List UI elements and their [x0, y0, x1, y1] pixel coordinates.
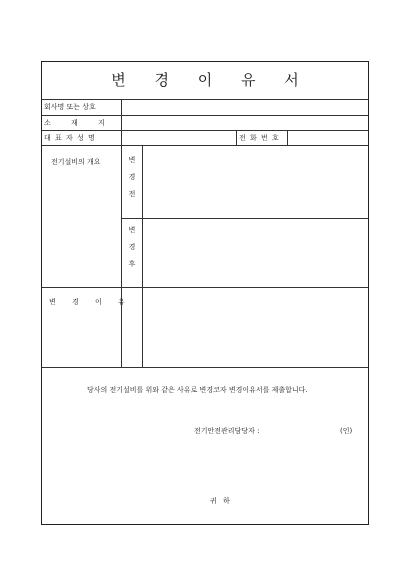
recipient-label: 귀 하	[210, 497, 232, 505]
column-divider	[236, 130, 237, 145]
form-title: 변 경 이 유 서	[111, 71, 311, 89]
reason-label: 변 경 이 유	[49, 298, 132, 306]
company-name-field[interactable]	[122, 100, 368, 114]
after-label: 변 경 후	[128, 226, 136, 268]
location-field[interactable]	[122, 116, 368, 129]
manager-label: 전기안전관리담당자 :	[194, 427, 260, 435]
seal-label: (인)	[340, 427, 353, 435]
overview-label: 전기설비의 개요	[51, 158, 101, 166]
statement-text: 당사의 전기설비를 위와 같은 사유로 변경코자 변경이유서를 제출합니다.	[87, 386, 308, 394]
phone-label: 전 화 번 호	[239, 134, 280, 142]
phone-field[interactable]	[288, 131, 368, 144]
representative-field[interactable]	[122, 131, 235, 144]
company-name-label: 회사명 또는 상호	[44, 103, 96, 111]
reason-field[interactable]	[143, 288, 368, 366]
manager-name-field[interactable]	[276, 422, 336, 436]
representative-label: 대 표 자 성 명	[44, 134, 96, 142]
before-label: 변 경 전	[128, 156, 136, 198]
change-reason-form	[41, 61, 369, 525]
divider	[42, 367, 368, 368]
after-change-field[interactable]	[143, 219, 368, 286]
location-label: 소 재 지	[44, 119, 114, 127]
before-change-field[interactable]	[143, 146, 368, 217]
